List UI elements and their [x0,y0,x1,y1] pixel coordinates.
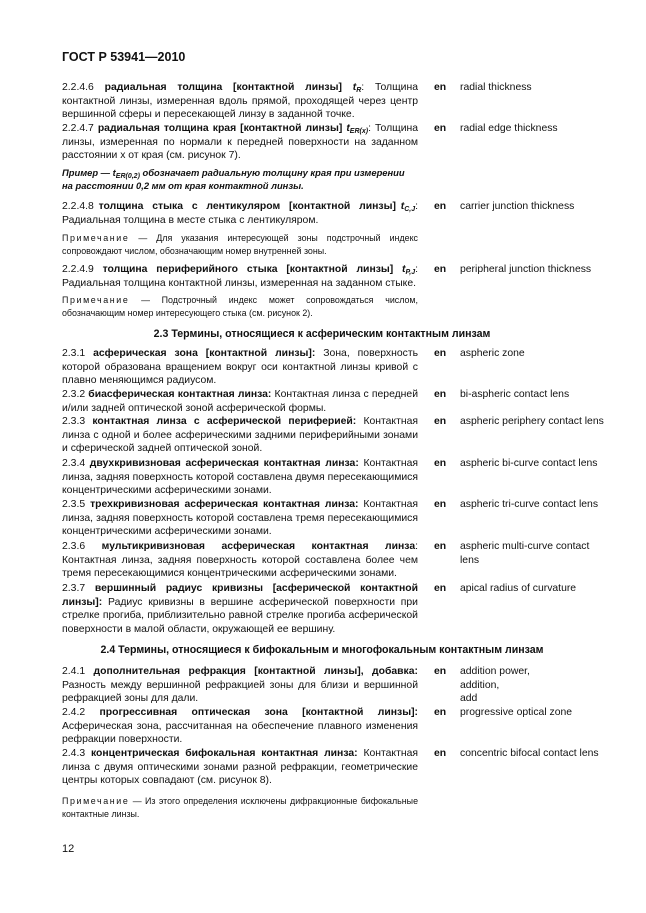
example-text: Пример — $t_{ER(0,2)}$ обозначает радиальную толщину края при измерении на расстоянии 0,2 мм от края контактной линзы. [62,167,405,191]
term-entry-2-3-3: 2.3.3 контактная линза с асферической периферией: Контактная линза с одной и более асферическими задними периферийными зонами и сферической задней оптической зоной. [62,416,418,455]
lang-code: en [434,583,447,594]
page-number: 12 [62,843,75,855]
lang-code: en [434,499,447,510]
lang-code: en [434,348,447,359]
lang-code: en [434,201,447,212]
term-entry-2-4-1: 2.4.1 дополнительная рефракция [контактной линзы], добавка: Разность между вершинной рефракцией зоны для близи и вершинной рефракцией зоны для дали. [62,666,418,705]
lang-code: en [434,123,447,134]
english-term: aspheric multi-curve contact lens [460,541,590,566]
english-term: apical radius of curvature [460,583,577,594]
lang-code: en [434,389,447,400]
lang-code: en [434,416,447,427]
term-entry-2-3-2: 2.3.2 биасферическая контактная линза: Контактная линза с передней и/или задней оптической зоной асферической формы. [62,389,419,414]
term-entry-2-3-1: 2.3.1 асферическая зона [контактной линзы]: Зона, поверхность которой образована вращением вокруг оси контактной линзы кривой с плавно меняющимся радиусом. [62,348,419,387]
english-term: progressive optical zone [460,707,573,718]
english-term: bi-aspheric contact lens [460,389,570,400]
term-entry-2-2-4-6: 2.2.4.6 радиальная толщина [контактной линзы] $t_R$: Толщина контактной линзы, измеренная вдоль прямой, проходящей через центр вершинной сферы и пересекающей линзу в заданной точке. [62,82,418,121]
term-entry-2-3-4: 2.3.4 двухкривизновая асферическая контактная линза: Контактная линза, задняя поверхность которой составлена двумя пересекающимися концентрическими асферическими зонами. [62,458,419,497]
term-entry-2-4-3: 2.4.3 концентрическая бифокальная контактная линза: Контактная линза с двумя оптическими зонами разной рефракции, геометрические центры которых совпадают (см. рисунок 8). [62,748,418,787]
section-heading: 2.3 Термины, относящиеся к асферическим контактным линзам [153,328,491,340]
lang-code: en [434,707,447,718]
lang-code: en [434,541,447,552]
english-term: radial thickness [460,82,532,93]
term-entry-2-3-5: 2.3.5 трехкривизновая асферическая контактная линза: Контактная линза, задняя поверхность которой составлена тремя пересекающимися концентрическими асферическими зонами. [62,499,418,538]
term-entry-2-2-4-8: 2.2.4.8 толщина стыка с лентикуляром [контактной линзы] $t_{C,J}$: Радиальная толщина в месте стыка с лентикуляром. [62,201,418,226]
section-heading: 2.4 Термины, относящиеся к бифокальным и многофокальным контактным линзам [100,644,544,656]
lang-code: en [434,264,447,275]
english-term: radial edge thickness [460,123,558,134]
lang-code: en [434,748,447,759]
document-header: ГОСТ Р 53941—2010 [62,50,186,64]
note: Примечание — Из этого определения исключены дифракционные бифокальные контактные линзы. [62,796,418,819]
note: Примечание — Для указания интересующей зоны подстрочный индекс сопровождают числом, обозначающим номер внутренней зоны. [62,233,418,256]
term-entry-2-2-4-7: 2.2.4.7 радиальная толщина края [контактной линзы] $t_{ER(x)}$: Толщина линзы, измеренная по нормали к передней поверхности на заданном расстоянии x от края (см. рисунок 7). [62,123,419,162]
term-entry-2-4-2: 2.4.2 прогрессивная оптическая зона [контактной линзы]: Асферическая зона, рассчитанная на обеспечение плавного изменения рефракции поверхности. [62,707,418,746]
english-term: carrier junction thickness [460,201,575,212]
english-term: addition power, addition, add [460,666,530,705]
english-term: aspheric zone [460,348,525,359]
english-term: aspheric periphery contact lens [460,416,604,427]
english-term: concentric bifocal contact lens [460,748,599,759]
term-entry-2-2-4-9: 2.2.4.9 толщина периферийного стыка [контактной линзы] $t_{P,J}$: Радиальная толщина контактной линзы, измеренная на заданном стыке. [62,264,418,289]
english-term: aspheric bi-curve contact lens [460,458,598,469]
term-entry-2-3-7: 2.3.7 вершинный радиус кривизны [асферической контактной линзы]: Радиус кривизны в вершине асферической поверхности при стрелке прогиба, приблизительно равной стрелке прогиба асферической поверхности в малой области, окружающей ее вершину. [62,583,419,635]
lang-code: en [434,666,447,677]
english-term: peripheral junction thickness [460,264,592,275]
lang-code: en [434,458,447,469]
lang-code: en [434,82,447,93]
english-term: aspheric tri-curve contact lens [460,499,599,510]
term-entry-2-3-6: 2.3.6 мультикривизновая асферическая контактная линза: Контактная линза, задняя поверхность которой составлена более чем тремя пересекающимися концентрическими асферическими зонами. [62,541,419,580]
note: Примечание — Подстрочный индекс может сопровождаться числом, обозначающим номер интересующего стыка (см. рисунок 2). [62,295,418,318]
